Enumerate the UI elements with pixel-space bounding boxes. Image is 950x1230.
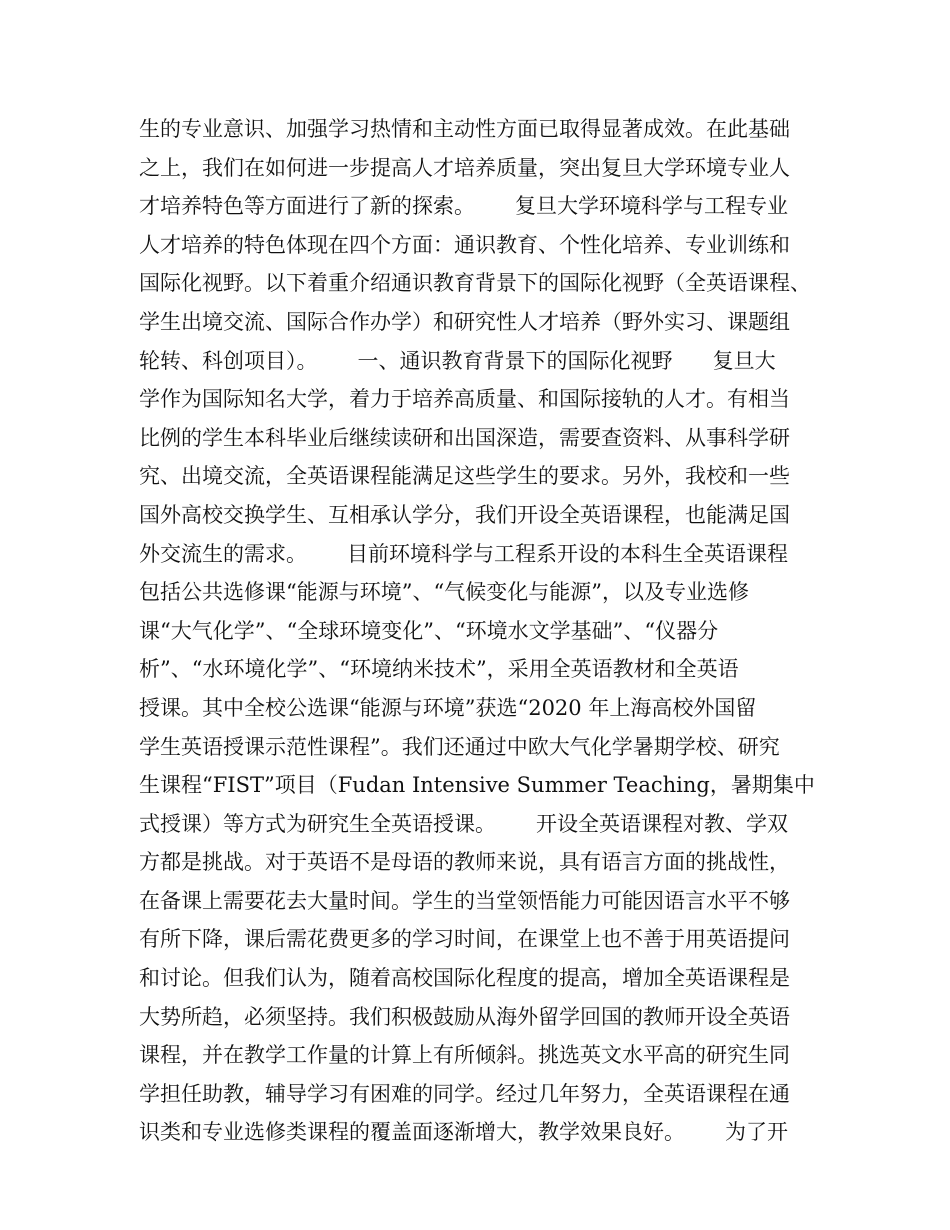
- body-text: [139, 110, 829, 1152]
- text-line: 轮转、科创项目）。 一、通识教育背景下的国际化视野 复旦大: [139, 348, 776, 373]
- text-line: 生课程“FIST”项目（Fudan Intensive Summer Teaching，暑期集中: [139, 773, 815, 798]
- text-line: 式授课）等方式为研究生全英语授课。 开设全英语课程对教、学双: [139, 811, 789, 836]
- text-line: 在备课上需要花去大量时间。学生的当堂领悟能力可能因语言水平不够: [139, 888, 790, 913]
- text-line: 比例的学生本科毕业后继续读研和出国深造，需要查资料、从事科学研: [139, 425, 790, 450]
- text-line: 大势所趋，必须坚持。我们积极鼓励从海外留学回国的教师开设全英语: [139, 1004, 790, 1029]
- text-line: 识类和专业选修类课程的覆盖面逐渐增大，教学效果良好。 为了开: [139, 1120, 789, 1145]
- text-line: 才培养特色等方面进行了新的探索。 复旦大学环境科学与工程专业: [139, 194, 789, 219]
- text-line: 包括公共选修课“能源与环境”、“气候变化与能源”，以及专业选修: [139, 580, 749, 605]
- text-line: 生的专业意识、加强学习热情和主动性方面已取得显著成效。在此基础: [139, 117, 790, 141]
- text-line: 析”、“水环境化学”、“环境纳米技术”，采用全英语教材和全英语: [139, 657, 739, 682]
- text-line: 人才培养的特色体现在四个方面：通识教育、个性化培养、专业训练和: [139, 232, 790, 257]
- text-line: 课“大气化学”、“全球环境变化”、“环境水文学基础”、“仪器分: [139, 618, 719, 643]
- text-line: 有所下降，课后需花费更多的学习时间，在课堂上也不善于用英语提问: [139, 927, 790, 952]
- text-line: 方都是挑战。对于英语不是母语的教师来说，具有语言方面的挑战性，: [139, 850, 790, 875]
- text-line: 国外高校交换学生、互相承认学分，我们开设全英语课程，也能满足国: [139, 502, 790, 527]
- text-line: 外交流生的需求。 目前环境科学与工程系开设的本科生全英语课程: [139, 541, 789, 566]
- text-line: 之上，我们在如何进一步提高人才培养质量，突出复旦大学环境专业人: [139, 155, 790, 180]
- text-line: 学生出境交流、国际合作办学）和研究性人才培养（野外实习、课题组: [139, 309, 790, 334]
- text-line: 国际化视野。以下着重介绍通识教育背景下的国际化视野（全英语课程、: [139, 271, 811, 296]
- text-line: 和讨论。但我们认为，随着高校国际化程度的提高，增加全英语课程是: [139, 966, 790, 991]
- text-line: 学担任助教，辅导学习有困难的同学。经过几年努力，全英语课程在通: [139, 1081, 790, 1106]
- text-line: 究、出境交流，全英语课程能满足这些学生的要求。另外，我校和一些: [139, 464, 790, 489]
- text-line: 学生英语授课示范性课程”。我们还通过中欧大气化学暑期学校、研究: [139, 734, 780, 759]
- text-line: 授课。其中全校公选课“能源与环境”获选“2020 年上海高校外国留: [139, 695, 757, 720]
- text-line: 课程，并在教学工作量的计算上有所倾斜。挑选英文水平高的研究生同: [139, 1043, 790, 1068]
- text-line: 学作为国际知名大学，着力于培养高质量、和国际接轨的人才。有相当: [139, 387, 790, 412]
